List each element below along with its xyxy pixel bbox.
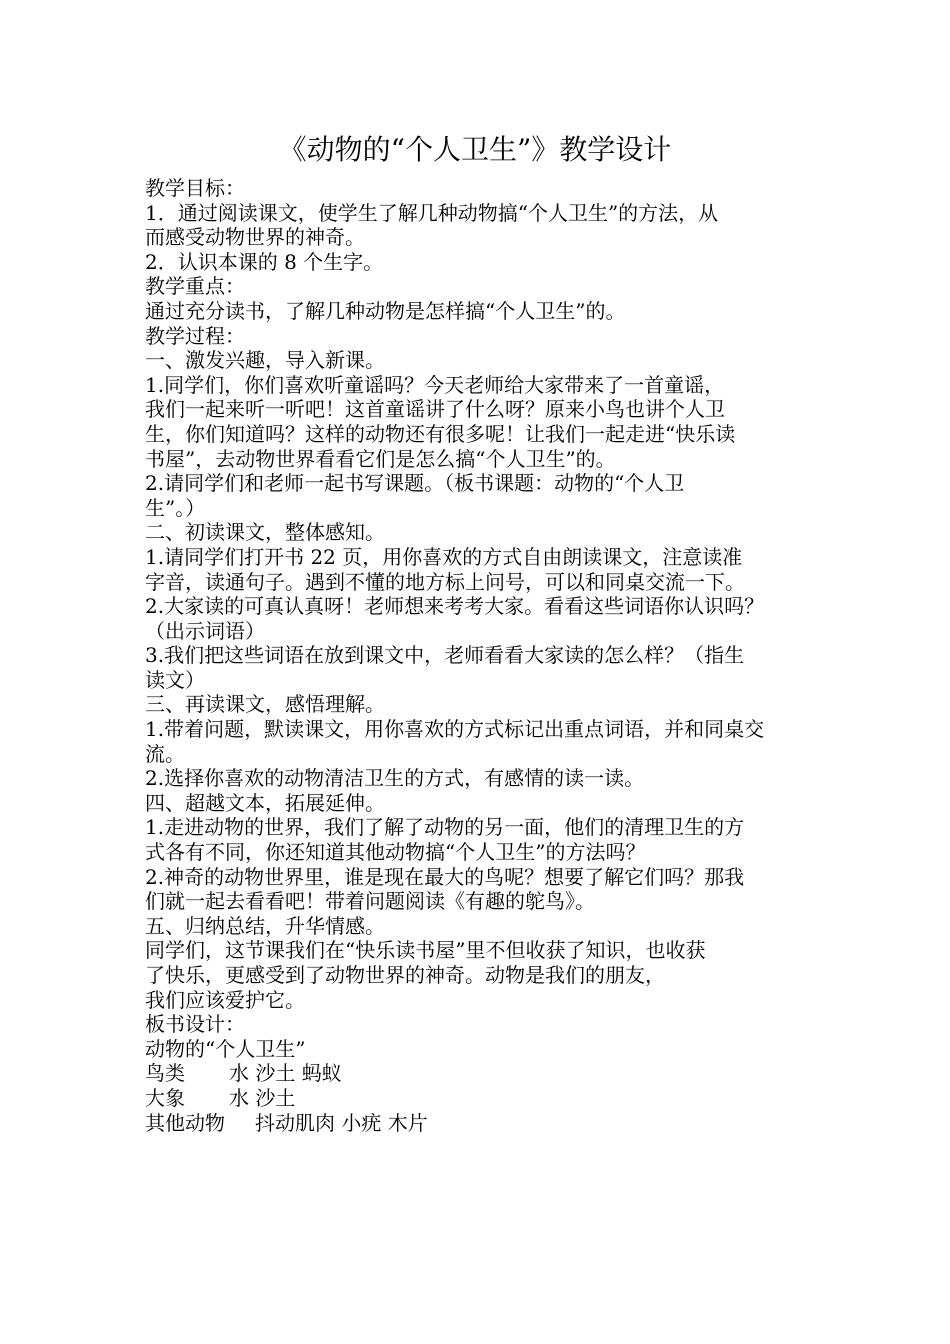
board-title: 动物的“个人卫生” [145, 1036, 306, 1061]
section-heading: 四、超越文本，拓展延伸。 [145, 790, 385, 815]
paragraph-line: 生，你们知道吗？这样的动物还有很多呢！让我们一起走进“快乐读 [145, 421, 736, 446]
paragraph-line: 流。 [145, 741, 185, 766]
section-heading: 二、初读课文，整体感知。 [145, 520, 385, 545]
board-row-items: 抖动肌肉 小疣 木片 [255, 1110, 428, 1135]
section-heading: 五、归纳总结，升华情感。 [145, 913, 385, 938]
paragraph-line: 1.同学们，你们喜欢听童谣吗？今天老师给大家带来了一首童谣， [145, 372, 725, 397]
heading-key-points: 教学重点： [145, 274, 245, 299]
paragraph-line: 我们一起来听一听吧！这首童谣讲了什么呀？原来小鸟也讲个人卫 [145, 397, 725, 422]
document-title: 《动物的“个人卫生”》教学设计 [278, 133, 672, 166]
board-row-items: 水 沙土 蚂蚁 [229, 1061, 342, 1086]
document-body [145, 176, 825, 1135]
board-row-birds [145, 1061, 825, 1086]
heading-board-design: 板书设计： [145, 1012, 245, 1037]
board-row-others [145, 1111, 825, 1136]
paragraph-line: 生”。） [145, 495, 206, 520]
paragraph-line: 2.请同学们和老师一起书写课题。（板书课题：动物的“个人卫 [145, 471, 685, 496]
paragraph-line: 字音，读通句子。遇到不懂的地方标上问号，可以和同桌交流一下。 [145, 569, 745, 594]
paragraph-line: 通过充分读书，了解几种动物是怎样搞“个人卫生”的。 [145, 298, 626, 323]
paragraph-line: 2.大家读的可真认真呀！老师想来考考大家。看看这些词语你认识吗？ [145, 594, 765, 619]
section-heading: 三、再读课文，感悟理解。 [145, 692, 385, 717]
board-row-elephant [145, 1086, 825, 1111]
paragraph-line: 们就一起去看看吧！带着问题阅读《有趣的鸵鸟》。 [145, 889, 595, 914]
paragraph-line: 1.走进动物的世界，我们了解了动物的另一面，他们的清理卫生的方 [145, 815, 745, 840]
paragraph-line: 书屋”，去动物世界看看它们是怎么搞“个人卫生”的。 [145, 446, 616, 471]
paragraph-line: （出示词语） [145, 618, 265, 643]
paragraph-line: 读文） [145, 667, 205, 692]
paragraph-line: 2.神奇的动物世界里，谁是现在最大的鸟呢？想要了解它们吗？那我 [145, 864, 745, 889]
board-row-items: 水 沙土 [229, 1085, 296, 1110]
paragraph-line: 了快乐，更感受到了动物世界的神奇。动物是我们的朋友， [145, 963, 665, 987]
board-design [145, 1037, 825, 1135]
board-row-label: 其他动物 [145, 1110, 225, 1135]
paragraph-line: 2．认识本课的 8 个生字。 [145, 249, 384, 274]
board-row-label: 大象 [145, 1085, 185, 1110]
paragraph-line: 2.选择你喜欢的动物清洁卫生的方式，有感情的读一读。 [145, 766, 645, 791]
paragraph-line: 1.请同学们打开书 22 页，用你喜欢的方式自由朗读课文，注意读准 [145, 544, 743, 569]
paragraph-line: 我们应该爱护它。 [145, 987, 305, 1012]
board-row-label: 鸟类 [145, 1061, 185, 1086]
paragraph-line: 3.我们把这些词语在放到课文中，老师看看大家读的怎么样？（指生 [145, 643, 745, 668]
section-heading: 一、激发兴趣，导入新课。 [145, 348, 385, 373]
heading-objectives: 教学目标： [145, 176, 245, 200]
heading-process: 教学过程： [145, 323, 245, 348]
paragraph-line: 而感受动物世界的神奇。 [145, 225, 365, 250]
paragraph-line: 1．通过阅读课文，使学生了解几种动物搞“个人卫生”的方法，从 [145, 200, 719, 225]
paragraph-line: 1.带着问题，默读课文，用你喜欢的方式标记出重点词语，并和同桌交 [145, 717, 765, 742]
paragraph-line: 同学们，这节课我们在“快乐读书屋”里不但收获了知识，也收获 [145, 938, 706, 963]
paragraph-line: 式各有不同，你还知道其他动物搞“个人卫生”的方法吗？ [145, 840, 646, 865]
